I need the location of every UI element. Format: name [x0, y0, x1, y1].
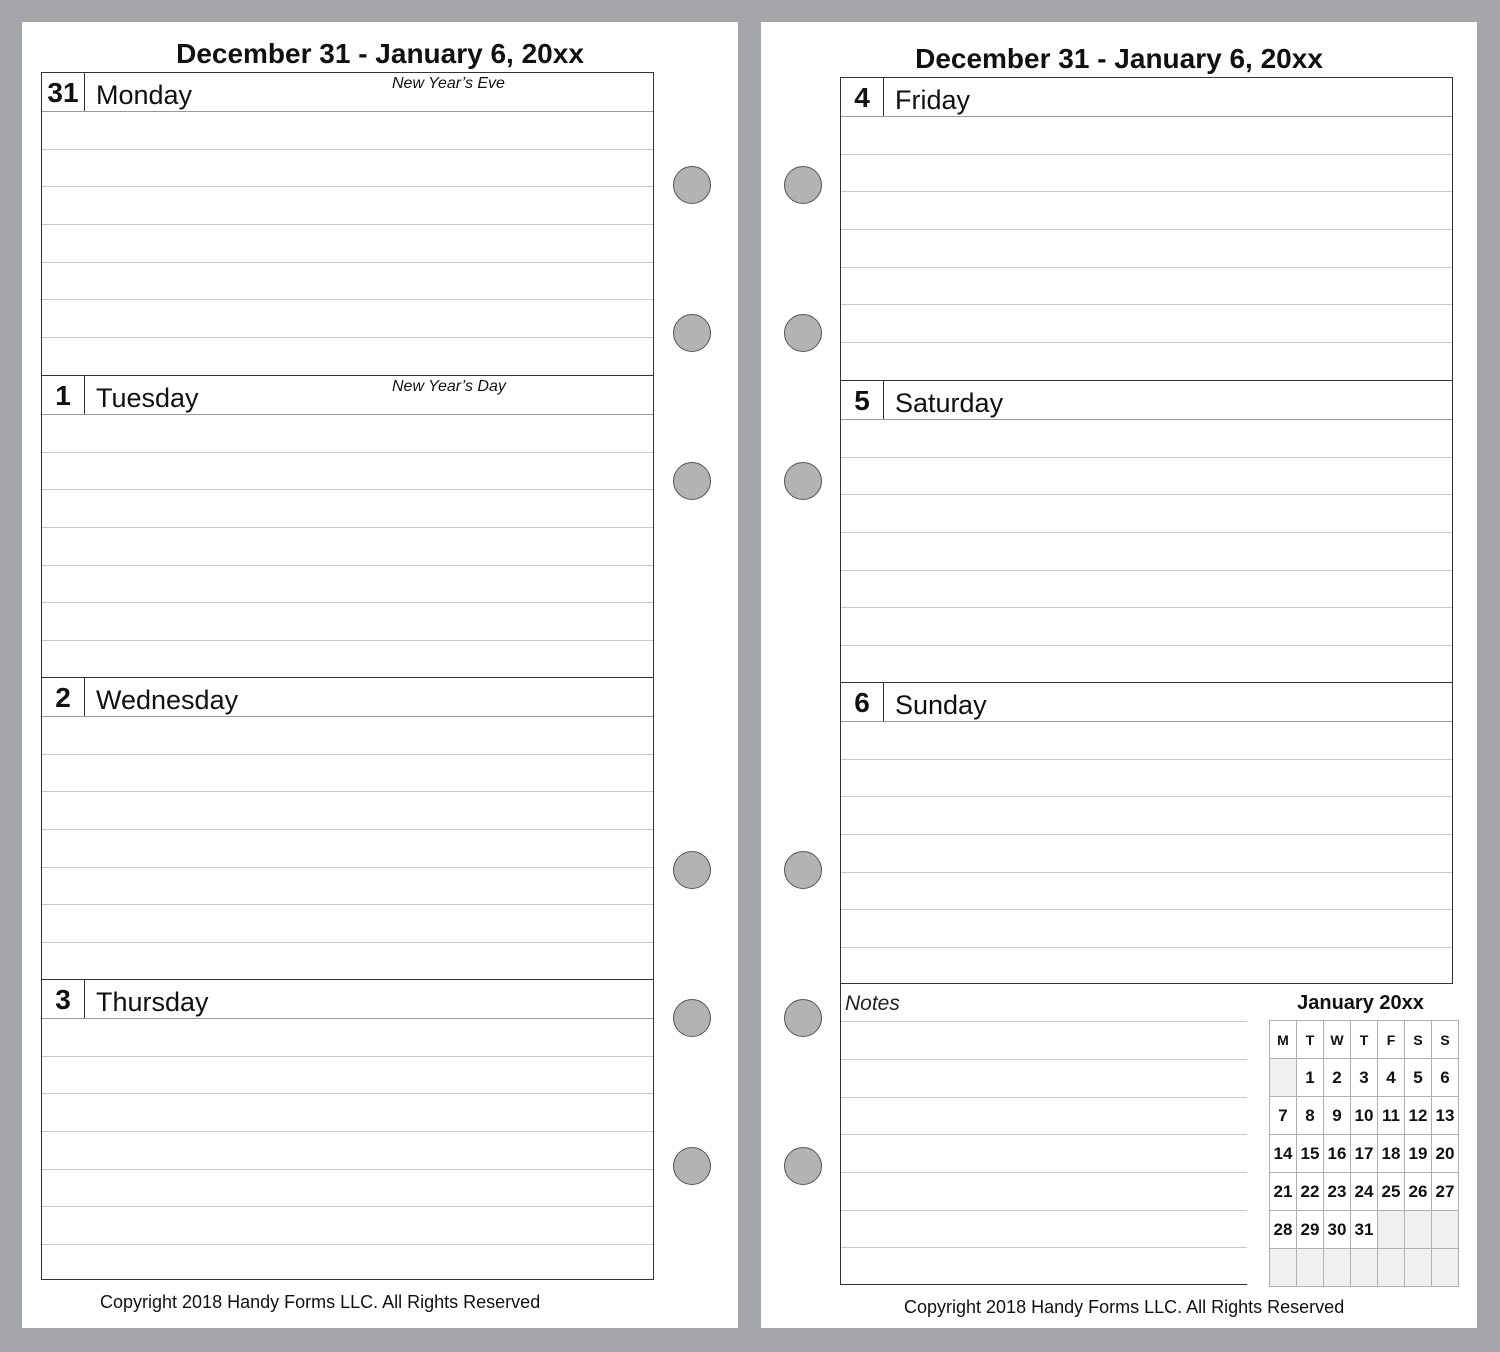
binder-hole-icon: [784, 1147, 822, 1185]
calendar-day: 19: [1405, 1135, 1432, 1173]
binder-hole-icon: [784, 166, 822, 204]
binder-hole-icon: [673, 166, 711, 204]
calendar-day: [1432, 1211, 1459, 1249]
day-block-tuesday: [42, 375, 653, 677]
weekday-header: F: [1378, 1021, 1405, 1059]
binder-hole-icon: [673, 462, 711, 500]
calendar-day: 9: [1324, 1097, 1351, 1135]
calendar-day: 8: [1297, 1097, 1324, 1135]
right-day-grid: [840, 77, 1453, 984]
calendar-day: 12: [1405, 1097, 1432, 1135]
weekday-header: T: [1351, 1021, 1378, 1059]
day-header: [42, 73, 653, 112]
mini-calendar-title: January 20xx: [1297, 992, 1424, 1014]
calendar-day: 25: [1378, 1173, 1405, 1211]
calendar-day: [1405, 1211, 1432, 1249]
calendar-day: 20: [1432, 1135, 1459, 1173]
holiday-label: New Year’s Day: [392, 378, 506, 395]
calendar-day: 7: [1270, 1097, 1297, 1135]
calendar-day: [1405, 1249, 1432, 1287]
left-day-grid: [41, 72, 654, 1280]
calendar-day: 26: [1405, 1173, 1432, 1211]
weekday-header: S: [1432, 1021, 1459, 1059]
right-page: [761, 22, 1477, 1328]
calendar-day: 30: [1324, 1211, 1351, 1249]
day-number: 5: [841, 381, 884, 419]
holiday-label: New Year’s Eve: [392, 75, 505, 92]
day-number: 31: [42, 73, 85, 111]
calendar-day: 22: [1297, 1173, 1324, 1211]
calendar-day: 16: [1324, 1135, 1351, 1173]
day-block-friday: [841, 78, 1452, 380]
calendar-day: 11: [1378, 1097, 1405, 1135]
calendar-day: 14: [1270, 1135, 1297, 1173]
day-number: 2: [42, 678, 85, 716]
day-name: Monday: [96, 80, 193, 110]
day-block-monday: [42, 73, 653, 375]
weekday-header: T: [1297, 1021, 1324, 1059]
calendar-day: [1297, 1249, 1324, 1287]
calendar-day: 5: [1405, 1059, 1432, 1097]
day-name: Tuesday: [96, 383, 199, 413]
weekday-header: W: [1324, 1021, 1351, 1059]
calendar-day: 13: [1432, 1097, 1459, 1135]
calendar-day: [1324, 1249, 1351, 1287]
day-block-saturday: [841, 380, 1452, 682]
day-block-sunday: [841, 682, 1452, 984]
calendar-day: 23: [1324, 1173, 1351, 1211]
day-number: 1: [42, 376, 85, 414]
binder-hole-icon: [673, 999, 711, 1037]
day-name: Saturday: [895, 388, 1004, 418]
binder-hole-icon: [784, 462, 822, 500]
day-block-thursday: [42, 979, 653, 1281]
day-number: 6: [841, 683, 884, 721]
left-page-title: December 31 - January 6, 20xx: [176, 38, 584, 69]
calendar-day: 24: [1351, 1173, 1378, 1211]
binder-hole-icon: [673, 314, 711, 352]
calendar-day: 21: [1270, 1173, 1297, 1211]
copyright-text: Copyright 2018 Handy Forms LLC. All Rights Reserved: [100, 1292, 541, 1312]
day-header: [42, 678, 653, 717]
mini-calendar: [1269, 1020, 1459, 1287]
day-block-wednesday: [42, 677, 653, 979]
calendar-day: 3: [1351, 1059, 1378, 1097]
calendar-day: 27: [1432, 1173, 1459, 1211]
day-header: [841, 78, 1452, 117]
calendar-day: 18: [1378, 1135, 1405, 1173]
binder-hole-icon: [673, 851, 711, 889]
calendar-day: 4: [1378, 1059, 1405, 1097]
day-number: 3: [42, 980, 85, 1018]
calendar-day: [1378, 1249, 1405, 1287]
day-name: Friday: [895, 85, 971, 115]
day-name: Thursday: [96, 987, 209, 1017]
day-number: 4: [841, 78, 884, 116]
left-page: [22, 22, 738, 1328]
calendar-day: 15: [1297, 1135, 1324, 1173]
calendar-day: 29: [1297, 1211, 1324, 1249]
weekday-header: S: [1405, 1021, 1432, 1059]
day-name: Sunday: [895, 690, 987, 720]
copyright-text: Copyright 2018 Handy Forms LLC. All Rights Reserved: [904, 1297, 1345, 1317]
binder-hole-icon: [784, 314, 822, 352]
calendar-day: 31: [1351, 1211, 1378, 1249]
day-header: [841, 381, 1452, 420]
calendar-day: [1378, 1211, 1405, 1249]
right-page-title: December 31 - January 6, 20xx: [915, 43, 1323, 74]
binder-hole-icon: [673, 1147, 711, 1185]
day-header: [42, 376, 653, 415]
day-header: [841, 683, 1452, 722]
calendar-day: [1351, 1249, 1378, 1287]
calendar-day: [1432, 1249, 1459, 1287]
calendar-day: 10: [1351, 1097, 1378, 1135]
day-header: [42, 980, 653, 1019]
calendar-day: 17: [1351, 1135, 1378, 1173]
calendar-day: [1270, 1059, 1297, 1097]
calendar-day: [1270, 1249, 1297, 1287]
calendar-day: 2: [1324, 1059, 1351, 1097]
calendar-day: 1: [1297, 1059, 1324, 1097]
day-name: Wednesday: [96, 685, 239, 715]
notes-label: Notes: [845, 992, 900, 1015]
notes-area: [840, 984, 1247, 1285]
calendar-day: 6: [1432, 1059, 1459, 1097]
weekday-header: M: [1270, 1021, 1297, 1059]
binder-hole-icon: [784, 851, 822, 889]
calendar-day: 28: [1270, 1211, 1297, 1249]
binder-hole-icon: [784, 999, 822, 1037]
